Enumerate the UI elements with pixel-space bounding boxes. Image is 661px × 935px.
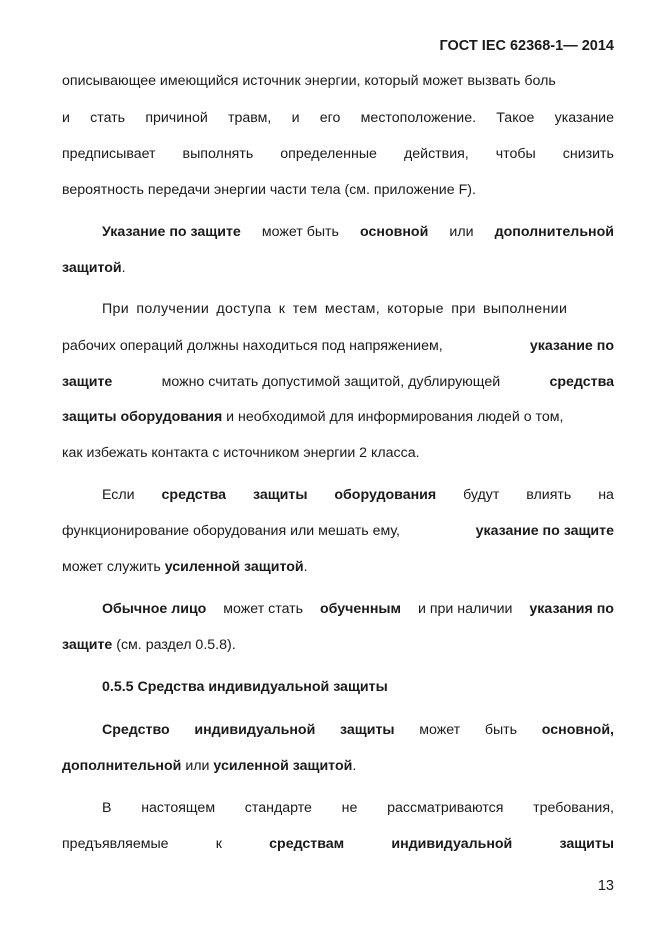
text-segment: указания по [529,601,614,617]
text-segment: к [215,836,222,852]
text-segment: требования, [533,800,614,816]
text-segment: местоположение. [360,110,477,126]
text-segment: стать [90,110,126,126]
text-segment: как избежать контакта с источником энергии 2 класса. [62,445,420,461]
text-segment: защиты [252,487,308,503]
text-segment: и необходимой для информирования людей о том, [222,409,564,425]
text-segment: на [598,487,614,503]
text-segment: настоящем [141,800,216,816]
text-line [102,487,614,503]
text-segment: средства [161,487,227,503]
text-line [62,523,614,539]
text-line [62,260,614,276]
text-line [62,73,614,89]
text-segment: В [102,800,112,816]
text-segment: функционирование оборудования или мешать ему, [62,523,400,539]
text-segment: дополнительной [62,758,182,774]
text-segment: будут [463,487,500,503]
text-segment: определенные [280,146,377,162]
text-line [62,182,614,198]
text-line [62,445,614,461]
text-segment: чтобы [495,146,536,162]
text-segment: защитой [62,260,122,276]
text-segment: снизить [562,146,614,162]
text-segment: усиленной защитой [164,559,304,575]
text-segment: не [341,800,358,816]
text-segment: действия, [403,146,469,162]
text-segment: быть [484,722,518,738]
text-segment: вероятность передачи энергии части тела (см. приложение F). [62,182,476,198]
text-line [62,374,614,390]
text-line [102,601,614,617]
text-segment: усиленной защитой [213,758,353,774]
text-segment: можно считать допустимой защитой, дублирующей [161,374,501,390]
text-segment: основной [360,224,429,240]
text-line [62,409,614,425]
document-header: ГОСТ IEC 62368-1— 2014 [439,38,614,54]
text-line [62,559,614,575]
text-segment: предписывает [62,146,156,162]
text-segment: может стать [223,601,304,617]
text-segment: Если [102,487,135,503]
text-segment: При получении доступа к тем местам, которые при выполнении [102,301,568,317]
text-segment: обученным [320,601,402,617]
text-segment: указание по защите [475,523,614,539]
text-segment: стандарте [244,800,312,816]
text-segment: рассматриваются [387,800,504,816]
section-heading [102,679,614,695]
text-segment: . [121,260,126,276]
text-segment: защите [62,374,113,390]
text-segment: может быть [261,224,339,240]
text-segment: и [62,110,70,126]
text-line [62,110,614,126]
page-number: 13 [597,878,614,894]
text-line [62,836,614,852]
text-segment: средства [549,374,614,390]
text-segment: основной, [541,722,614,738]
text-segment: рабочих операций должны находиться под напряжением, [62,338,443,354]
text-segment: может [419,722,461,738]
text-segment: защиты [559,836,614,852]
text-segment: . [303,559,308,575]
text-line [102,800,614,816]
text-line [102,224,614,240]
text-segment: или [449,224,474,240]
text-line [62,637,614,653]
text-segment: предъявляемые [62,836,169,852]
text-segment: дополнительной [494,224,614,240]
text-segment: средствам [269,836,345,852]
text-segment: описывающее имеющийся источник энергии, который может вызвать боль [62,73,556,89]
text-segment: 0.5.5 Средства индивидуальной защиты [102,679,388,695]
text-segment: причиной [145,110,208,126]
text-line [62,338,614,354]
text-segment: выполнять [182,146,254,162]
text-line [102,722,614,738]
text-segment: защите [62,637,113,653]
text-segment: защиты [340,722,395,738]
text-segment: . [352,758,357,774]
text-segment: Обычное лицо [102,601,207,617]
text-segment: Указание по защите [102,224,241,240]
text-segment: оборудования [334,487,437,503]
text-line [62,146,614,162]
text-segment: Средство [102,722,170,738]
text-segment: Такое [496,110,535,126]
text-segment: индивидуальной [391,836,513,852]
text-segment: и [291,110,300,126]
text-segment: (см. раздел 0.5.8). [112,637,236,653]
text-segment: влиять [526,487,572,503]
text-segment: или [181,758,214,774]
text-segment: травм, [228,110,272,126]
text-segment: и при наличии [417,601,513,617]
text-line [102,301,614,317]
text-segment: защиты оборудования [62,409,223,425]
text-segment: его [319,110,341,126]
text-segment: указание по [529,338,614,354]
text-line [62,758,614,774]
text-segment: указание [554,110,614,126]
text-segment: может служить [62,559,165,575]
text-segment: индивидуальной [194,722,316,738]
